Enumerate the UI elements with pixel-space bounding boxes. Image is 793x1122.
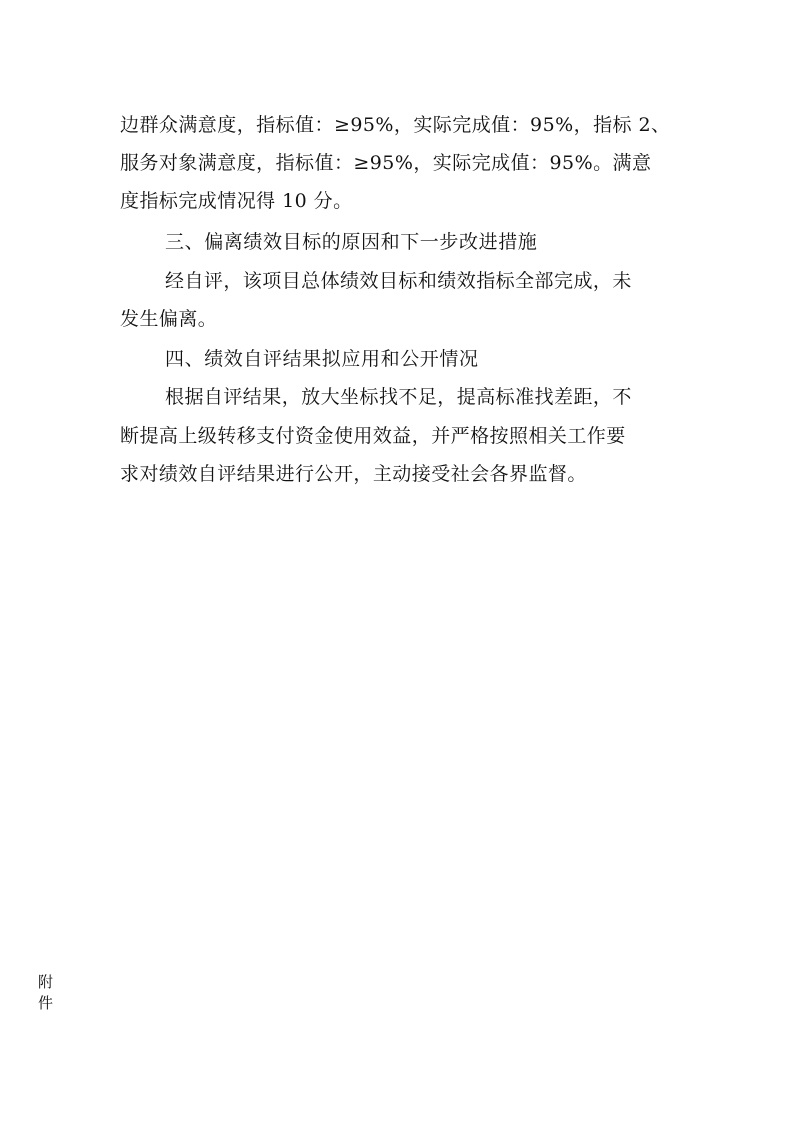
section-heading-4: 四、绩效自评结果拟应用和公开情况 bbox=[165, 348, 479, 370]
paragraph-line: 断提高上级转移支付资金使用效益，并严格按照相关工作要 bbox=[120, 425, 626, 447]
section-heading-3: 三、偏离绩效目标的原因和下一步改进措施 bbox=[165, 231, 538, 253]
paragraph-line: 发生偏离。 bbox=[120, 308, 218, 330]
paragraph-line: 经自评，该项目总体绩效目标和绩效指标全部完成，未 bbox=[165, 270, 632, 292]
paragraph-line: 根据自评结果，放大坐标找不足，提高标准找差距，不 bbox=[165, 386, 632, 408]
attachment-label: 附件 bbox=[38, 973, 54, 1012]
paragraph-line: 边群众满意度，指标值：≥95%，实际完成值：95%，指标 2、 bbox=[120, 114, 671, 136]
paragraph-line: 度指标完成情况得 10 分。 bbox=[120, 190, 353, 212]
paragraph-line: 求对绩效自评结果进行公开，主动接受社会各界监督。 bbox=[120, 463, 587, 485]
paragraph-line: 服务对象满意度，指标值：≥95%，实际完成值：95%。满意 bbox=[120, 152, 652, 174]
